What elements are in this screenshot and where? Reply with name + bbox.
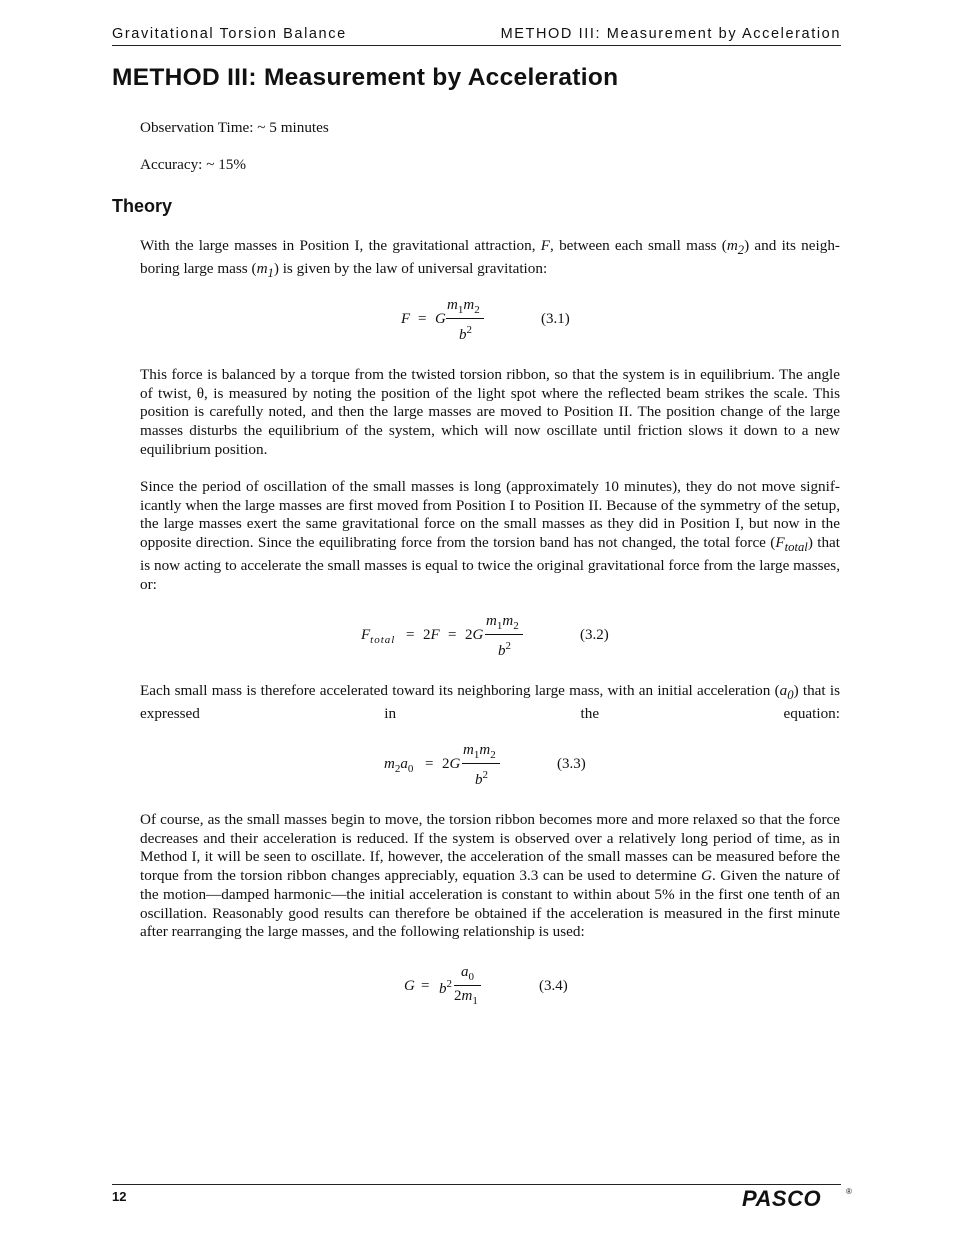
paragraph-oscillation: Since the period of oscillation of the small masses is long (approximately 10 minutes), they do not move signif-icantly when the large masses are first moved from Position I to Position II. Because of the symmetry of the setup, the large masses exert the same gravitational force on the small masses as they did in Position I, but now in the opposite direction. Since the equilibrating force from the torsion band has not changed, the total force $(F_{total})$ that is now acting to accelerate the small masses is equal to twice the original gravitational force from the large masses, or:: [140, 478, 840, 593]
header-right: METHOD III: Measurement by Acceleration: [500, 26, 841, 42]
page-number: 12: [112, 1189, 127, 1204]
paragraph-torque: This force is balanced by a torque from the twisted torsion ribbon, so that the system is in equilibrium. The angle of twist, θ, is measured by noting the position of the light spot where the reflected beam strikes the scale. This position is carefully noted, and then the large masses are moved to Position II. The position change of the large masses disturbs the equilibrium of the system, which will now oscillate until friction slows it down to a new equilibrium position.: [140, 366, 840, 458]
equation-number: (3.3): [557, 756, 586, 772]
fraction-bar: [454, 985, 481, 986]
logo-text: PASCO: [742, 1186, 822, 1210]
running-header: [112, 26, 841, 46]
registered-mark: ®: [846, 1187, 852, 1196]
equation-number: (3.1): [541, 311, 570, 327]
section-heading: Theory: [112, 196, 173, 216]
paragraph-intro: [140, 237, 840, 282]
header-left: Gravitational Torsion Balance: [112, 26, 347, 42]
paragraph-acceleration: Each small mass is therefore accelerated toward its neighboring large mass, with an initial acceleration $(a_0)$ that is expressed in the equation:: [140, 682, 841, 722]
paragraph-intro-line2: boring large mass $(m_1)$ is given by the law of universal gravitation:: [140, 259, 548, 280]
equation-number: (3.2): [580, 627, 609, 643]
page-title: METHOD III: Measurement by Acceleration: [112, 64, 619, 91]
accuracy: Accuracy: ~ 15%: [140, 156, 247, 173]
paragraph-method: Of course, as the small masses begin to move, the torsion ribbon becomes more and more relaxed so that the force decreases and their acceleration is reduced. If the system is observed over a relatively long period of time, as in Method I, it will be seen to oscillate. If, however, the acceleration of the small masses can be measured before the torque from the torsion ribbon changes appreciably, equation 3.3 can be used to determine G. Given the nature of the motion—damped harmonic—the initial acceleration is constant to within about 5% in the first one tenth of an oscillation. Reasonably good results can therefore be obtained if the acceleration is measured in the first minute after rearranging the large masses, and the following relationship is used:: [140, 811, 840, 941]
footer-rule: [112, 1184, 841, 1185]
paragraph-intro-line1: With the large masses in Position I, the gravitational attraction, F, between each small mass $(m_2)$ and its neigh-: [140, 237, 840, 258]
equation-number: (3.4): [539, 978, 568, 994]
pasco-logo: [742, 1186, 854, 1215]
fraction-bar: [446, 318, 484, 319]
observation-time: Observation Time: ~ 5 minutes: [140, 119, 329, 136]
fraction-bar: [462, 763, 500, 764]
fraction-bar: [485, 634, 523, 635]
